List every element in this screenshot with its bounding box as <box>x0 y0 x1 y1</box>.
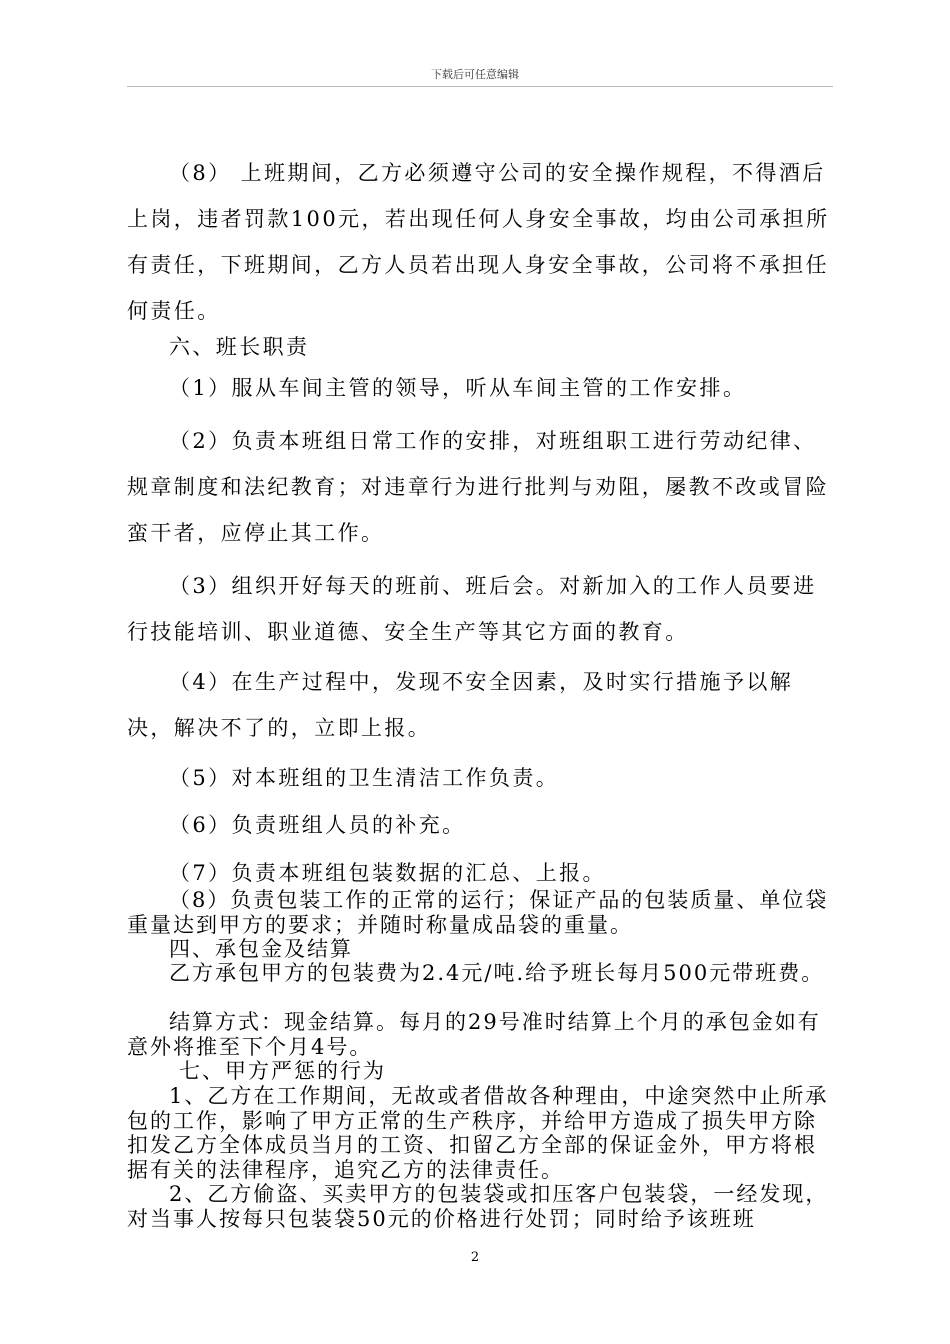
duty-2: （2）负责本班组日常工作的安排，对班组职工进行劳动纪律、规章制度和法纪教育；对违章行为进行批判与劝阻，屡教不改或冒险蛮干者，应停止其工作。 <box>127 429 829 545</box>
section-heading-team-leader-duties: 六、班长职责 <box>169 335 310 359</box>
section-heading-prohibited-acts: 七、甲方严惩的行为 <box>179 1059 386 1083</box>
header-rule <box>127 86 833 87</box>
duty-7: （7）负责本班组包装数据的汇总、上报。 <box>169 861 606 885</box>
duty-3: （3）组织开好每天的班前、班后会。对新加入的工作人员要进行技能培训、职业道德、安全生产等其它方面的教育。 <box>127 574 817 644</box>
payment-rate: 乙方承包甲方的包装费为2.4元/吨.给予班长每月500元带班费。 <box>169 961 825 985</box>
prohibited-act-2: 2、乙方偷盗、买卖甲方的包装袋或扣压客户包装袋，一经发现，对当事人按每只包装袋50元的价格进行处罚；同时给予该班班 <box>127 1182 829 1231</box>
prohibited-act-1: 1、乙方在工作期间，无故或者借故各种理由，中途突然中止所承包的工作，影响了甲方正常的生产秩序，并给甲方造成了损失甲方除扣发乙方全体成员当月的工资、扣留乙方全部的保证金外，甲方将根据有关的法律程序，追究乙方的法律责任。 <box>127 1084 829 1182</box>
duty-5: （5）对本班组的卫生清洁工作负责。 <box>169 766 560 790</box>
page-header: 下载后可任意编辑 <box>431 68 519 81</box>
duty-1: （1）服从车间主管的领导，听从车间主管的工作安排。 <box>169 376 747 400</box>
duty-4: （4）在生产过程中，发现不安全因素，及时实行措施予以解决，解决不了的，立即上报。 <box>127 670 794 740</box>
duty-6: （6）负责班组人员的补充。 <box>169 813 466 837</box>
settlement-method: 结算方式：现金结算。每月的29号准时结算上个月的承包金如有意外将推至下个月4号。 <box>127 1010 821 1059</box>
clause-8-safety: （8） 上班期间，乙方必须遵守公司的安全操作规程，不得酒后上岗，违者罚款100元，若出现任何人身安全事故，均由公司承担所有责任，下班期间，乙方人员若出现人身安全事故，公司将不承担任何责任。 <box>127 161 830 323</box>
duty-8: （8）负责包装工作的正常的运行；保证产品的包装质量、单位袋重量达到甲方的要求；并随时称量成品袋的重量。 <box>127 888 829 937</box>
page-number: 2 <box>470 1250 480 1265</box>
section-heading-payment: 四、承包金及结算 <box>169 937 353 961</box>
